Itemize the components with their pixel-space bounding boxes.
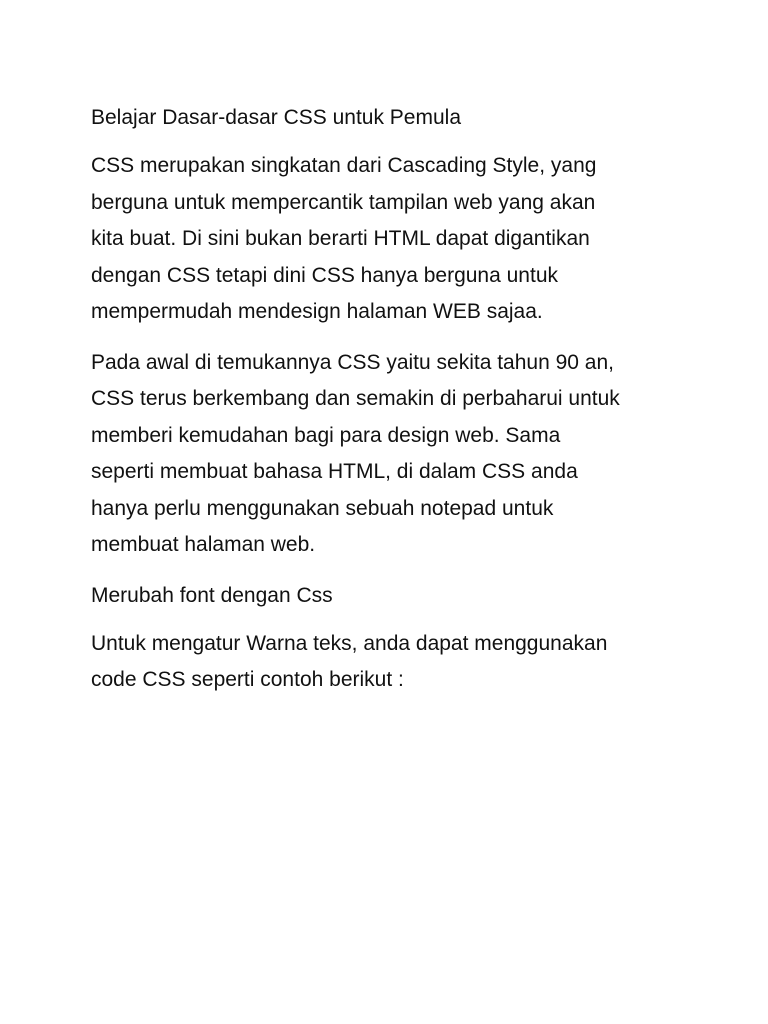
paragraph-line: code CSS seperti contoh berikut : (91, 668, 404, 691)
paragraph-css-definition (91, 148, 691, 331)
document-page (91, 100, 691, 713)
paragraph-line: CSS terus berkembang dan semakin di perbaharui untuk (91, 387, 620, 410)
paragraph-css-history (91, 345, 691, 564)
paragraph-line: mempermudah mendesign halaman WEB sajaa. (91, 300, 543, 323)
paragraph-line: hanya perlu menggunakan sebuah notepad untuk (91, 496, 554, 520)
section-subtitle: Merubah font dengan Css (91, 583, 333, 607)
paragraph-line: dengan CSS tetapi dini CSS hanya berguna untuk (91, 263, 558, 287)
paragraph-line: kita buat. Di sini bukan berarti HTML dapat digantikan (91, 227, 590, 250)
paragraph-text-color (91, 626, 691, 699)
paragraph-line: CSS merupakan singkatan dari Cascading Style, yang (91, 154, 597, 177)
paragraph-line: membuat halaman web. (91, 533, 316, 556)
document-title: Belajar Dasar-dasar CSS untuk Pemula (91, 106, 462, 129)
paragraph-line: memberi kemudahan bagi para design web. Sama (91, 423, 561, 447)
paragraph-line: Untuk mengatur Warna teks, anda dapat menggunakan (91, 631, 608, 655)
paragraph-line: seperti membuat bahasa HTML, di dalam CSS anda (91, 460, 578, 483)
paragraph-line: Pada awal di temukannya CSS yaitu sekita tahun 90 an, (91, 350, 614, 374)
paragraph-line: berguna untuk mempercantik tampilan web yang akan (91, 190, 596, 214)
